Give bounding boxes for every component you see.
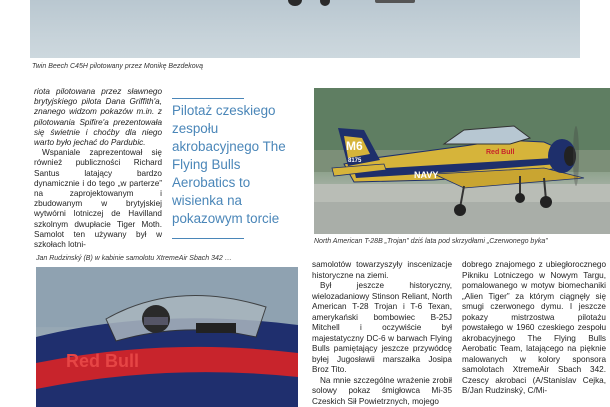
- t28-photo: [314, 88, 610, 234]
- top-photo: [30, 0, 580, 58]
- left-col-para-2: Wspaniale zaprezentował się również publiczności Richard Santus latający bardzo dynamicznie i do tego „w parterze” na zaprojektowanym i zbudowanym w brytyjskiej wytwórni lotniczej de Havilland szkolnym dwupłacie Tiger Moth. Samolot ten używany był w szkołach lotni-: [34, 148, 162, 250]
- mid-col-para-1: samolotów towarzyszyły inscenizacje historyczne na ziemi.: [312, 260, 452, 280]
- left-column-text: [34, 87, 162, 250]
- pull-quote-top-rule: [172, 98, 244, 99]
- right-column-text: [462, 260, 606, 397]
- landing-gear-wheel: [288, 0, 302, 6]
- landing-gear-strut: [375, 0, 415, 3]
- landing-gear-wheel: [320, 0, 330, 6]
- middle-column-text: [312, 260, 452, 407]
- tail-code: M6: [346, 139, 363, 153]
- t28-aircraft-illustration: [314, 88, 610, 234]
- caption-t28: North American T-28B „Trojan” dziś lata pod skrzydłami „Czerwonego byka”: [314, 238, 548, 245]
- cockpit-logo: Red Bull: [66, 351, 140, 371]
- tail-number: 8175: [348, 158, 362, 164]
- caption-top-photo: Twin Beech C45H pilotowany przez Monikę Bezdekovą: [32, 63, 204, 70]
- pull-quote-bottom-rule: [172, 238, 244, 239]
- pull-quote: Pilotaż czeskiego zespołu akrobacyjnego The Flying Bulls Aerobatics to wisienka na pokazowym torcie: [172, 103, 286, 226]
- nose-logo: Red Bull: [486, 149, 515, 156]
- right-col-para-1: dobrego znajomego z ubiegłorocznego Pikniku Lotniczego w Nowym Targu, pomalowanego w motyw biomechaniki „Alien Tiger” za którym ciągnęły się smugi czerwonego dymu. I jeszcze pokazy mistrzostwa pilotażu powstałego w 1960 czeskiego zespołu akrobacyjnego The Flying Bulls Aerobatic Team, latającego na pięknie malowanych w kolory sponsora samolotach XtremeAir Sbach 342. Czescy akrobaci (A/Stanislav Cejka, B/Jan Rudzinský, C/Mi-: [462, 260, 606, 395]
- cockpit-photo: [36, 267, 298, 407]
- caption-cockpit: Jan Rudzinský (B) w kabinie samolotu XtremeAir Sbach 342 …: [36, 255, 232, 262]
- mid-col-para-2: Był jeszcze historyczny, wielozadaniowy Stinson Reliant, North American T-28 Trojan i T-6 Texan, amerykański bombowiec B-25J Mitchell i oczywiście był majestatyczny DC-6 w barwach Flying Bulls pamiętający jeszcze przywódcę byłej Jugosławii marszałka Josipa Broz Tito.: [312, 281, 452, 374]
- cockpit-illustration: [36, 267, 298, 407]
- left-col-para-1: riota pilotowana przez sławnego brytyjskiego pilota Dana Griffith'a, znanego widzom pokazów m.in. z pilotowania Spifire'a prezentowała się świetnie i choćby dla niego warto było jechać do Pardubic.: [34, 87, 162, 148]
- mid-col-para-3: Na mnie szczególne wrażenie zrobił solowy pokaz śmigłowca Mi-35 Czeskich Sił Powietrznych, mojego: [312, 375, 452, 406]
- fuselage-marking: NAVY: [414, 170, 439, 180]
